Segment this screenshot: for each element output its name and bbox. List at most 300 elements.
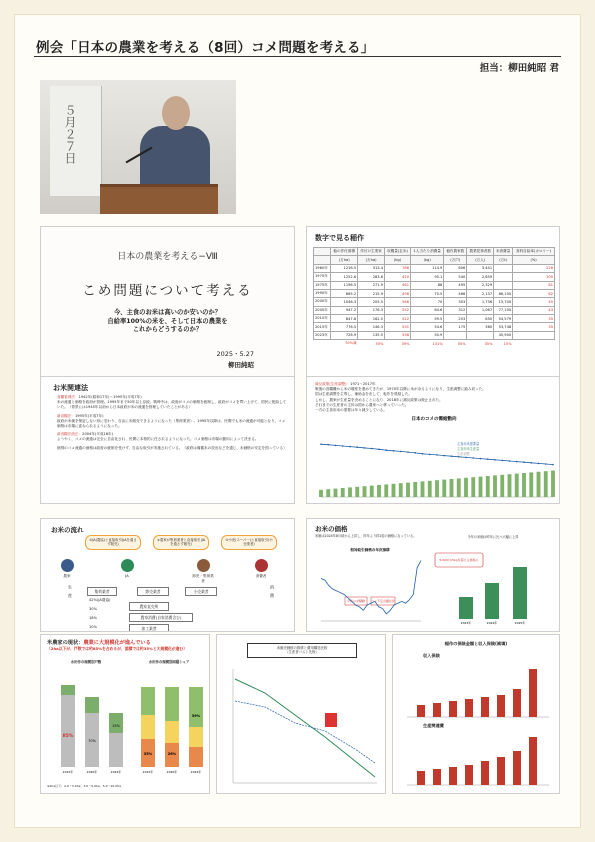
- table-cell: 45,900: [494, 331, 513, 339]
- chart-bar: [450, 479, 454, 497]
- table-cell: 162.5: [358, 315, 385, 323]
- table-row-year: 1960年: [314, 264, 331, 272]
- table-cell: 35: [513, 315, 555, 323]
- flow-box: 農家消費(自家消費含む): [129, 613, 193, 622]
- table-cell: [494, 273, 513, 281]
- chart-bar: [464, 478, 468, 497]
- subsidy-title: 稲作の保険金額と収入保険(補填): [444, 641, 508, 646]
- insurance-bar-chart: [403, 661, 553, 721]
- table-cell: 77,100: [494, 306, 513, 314]
- table-cell: 2,137: [467, 289, 494, 297]
- table-cell: 566: [384, 298, 410, 306]
- price-bar: [485, 583, 499, 619]
- flow-box: 卸売業者: [137, 587, 169, 596]
- bar-label: 2024年: [486, 621, 498, 625]
- table-unit: (万t): [494, 256, 513, 264]
- table-cell: 847.8: [331, 315, 358, 323]
- table-cell: 88: [411, 281, 444, 289]
- chart-bar: [421, 481, 425, 497]
- chart-bar: [334, 489, 338, 497]
- table-cell: 1046.3: [331, 298, 358, 306]
- chart-bar: [442, 480, 446, 497]
- table-header: 1人当たり消費量: [411, 248, 444, 256]
- table-row-year: 2015年: [314, 323, 331, 331]
- wholesaler-icon: [197, 559, 210, 572]
- price-line: [235, 701, 375, 763]
- chart-point: [320, 443, 322, 445]
- table-row: [314, 323, 555, 331]
- table-cell: 312: [444, 306, 467, 314]
- title-divider: [34, 56, 561, 57]
- chart-point: [335, 445, 337, 447]
- area-bar-top: [141, 687, 155, 715]
- cost-bar: [513, 751, 521, 785]
- chart-point: [422, 453, 424, 455]
- chart-point: [385, 449, 387, 451]
- chart-bar: [319, 490, 323, 497]
- table-row: [314, 298, 555, 306]
- policy-title: 減反政策(生産調整)：: [315, 382, 351, 386]
- table-cell: 552: [384, 306, 410, 314]
- cost-bar: [417, 771, 425, 785]
- table-cell: 726.9: [331, 331, 358, 339]
- table-cell: [494, 264, 513, 272]
- chart-title: 日本のコメの需給動向: [411, 417, 457, 422]
- table-cell: 105: [513, 273, 555, 281]
- podium: [100, 184, 218, 214]
- table-cell: 461: [384, 281, 410, 289]
- table-cell: 495: [444, 281, 467, 289]
- cost-heading-line: （生産者コスト比較）: [285, 650, 319, 655]
- price-bubble-text: 5,000円/5kgを超える価格も: [439, 558, 479, 562]
- cost-line-chart: [225, 665, 381, 789]
- chart-bar: [522, 473, 526, 497]
- right-chart-title: 水田作の規模別面積シェア: [148, 660, 190, 664]
- year-label: 2024年: [110, 770, 122, 774]
- farmer-footnote: ※2ha以下：2.0〜3.0ha、3.0〜5.0ha、5.0〜10.0ha: [47, 784, 121, 788]
- insurance-bar: [465, 699, 473, 717]
- flow-side-label: 消費: [270, 585, 275, 602]
- price-line: [321, 561, 421, 614]
- table-cell: 59.5: [411, 315, 444, 323]
- chart-point: [371, 448, 373, 450]
- law-text: 政府が米価を保証しない形に変わり、自由に米販売できるようになった（集荷業者）。1995年以降は、民間でも米の流通が可能となり、コメ価格は市場に委ねられるようになった。: [57, 418, 286, 429]
- chart-bar: [515, 474, 519, 497]
- table-cell: 650: [467, 315, 494, 323]
- table-cell: 420: [384, 273, 410, 281]
- cost-bar: [433, 769, 441, 785]
- chart-bar: [544, 471, 548, 497]
- policy-line: 一方の主食用米の需要は年々減少している。: [315, 408, 387, 413]
- chart-point: [327, 444, 329, 446]
- table-cell: 253: [444, 315, 467, 323]
- flow-heading: お米の流れ: [51, 526, 84, 534]
- table-cell: 205.5: [358, 298, 385, 306]
- production-cost-chart: [403, 731, 553, 789]
- legend-item: 生産調整: [457, 452, 470, 456]
- law-date: 1942年(昭和17年)〜1995年(平成7年): [78, 395, 142, 399]
- chart-bar: [551, 471, 555, 497]
- chart-bar: [326, 489, 330, 497]
- subsidy-label: 収入保険: [423, 653, 440, 658]
- speaker-photo: [40, 80, 236, 214]
- policy-line: 戦後の食糧難から米の増産を進めてきたが、1970年以降に米が余るようになり、生産調整に踏み切った。: [315, 387, 486, 392]
- table-header: 米消費量: [494, 248, 513, 256]
- table-unit: (万ha): [331, 256, 358, 264]
- table-cell: 54.6: [411, 323, 444, 331]
- table-unit: (%): [513, 256, 555, 264]
- table-unit: (万戸): [444, 256, 467, 264]
- table-cell: 35: [513, 323, 555, 331]
- area-bar-bottom: [189, 747, 203, 767]
- cost-heading-line: 米販売価格の推移と費用構造比較: [276, 646, 328, 650]
- table-cell: 86,100: [494, 289, 513, 297]
- subsidy-label: 生産関連費: [423, 723, 444, 728]
- table-cell: 135.5: [358, 331, 385, 339]
- table-cell: 1,736: [467, 298, 494, 306]
- chart-point: [501, 460, 503, 462]
- cost-bar: [481, 761, 489, 785]
- chart-bar: [413, 482, 417, 497]
- year-label: 2015年: [62, 770, 74, 774]
- table-cell: 271.9: [358, 281, 385, 289]
- table-unit: (kg): [411, 256, 444, 264]
- chart-point: [436, 454, 438, 456]
- table-cell: 146.3: [358, 323, 385, 331]
- chart-point: [429, 454, 431, 456]
- table-footer-cell: 10%: [503, 341, 512, 346]
- slide-rice-laws: [40, 376, 295, 504]
- law-title: 新食糧法：: [57, 413, 75, 418]
- table-cell: [467, 331, 494, 339]
- table-header: 収穫量(玄米): [384, 248, 410, 256]
- table-row-year: 2005年: [314, 306, 331, 314]
- area-percent: 26%: [167, 752, 177, 756]
- question-3: これからどうするのか？: [132, 326, 203, 333]
- chart-bar: [500, 475, 504, 497]
- table-footer-cell: 131%: [432, 341, 443, 346]
- farmer-area-chart: [131, 667, 207, 777]
- table-row: [314, 273, 555, 281]
- slide-questions: [41, 309, 294, 335]
- insurance-bar: [497, 695, 505, 717]
- slide-income-insurance: [392, 634, 560, 794]
- table-cell: 114.9: [411, 264, 444, 272]
- chart-point: [349, 446, 351, 448]
- cost-bar: [449, 767, 457, 785]
- table-cell: 776.5: [331, 323, 358, 331]
- slide-rice-price: [306, 518, 560, 632]
- area-percent: 35%: [143, 752, 153, 756]
- law-paragraph: [57, 414, 287, 430]
- slide-author: 柳田純昭: [228, 361, 254, 369]
- price-bar: [513, 567, 527, 619]
- table-footer-cell: 35%: [484, 341, 493, 346]
- flow-note: ①JA(農協)と直接取引(JAを通さず販売): [85, 535, 141, 550]
- slide-statistics-table: [306, 226, 560, 382]
- actor-label: JA: [125, 574, 129, 578]
- actor-label: 消費者: [255, 574, 267, 578]
- table-row-year: 1975年: [314, 281, 331, 289]
- presenter-name: 担当：柳田純昭 君: [479, 63, 559, 74]
- table-cell: 3,441: [467, 264, 494, 272]
- table-footer-row: [314, 340, 555, 348]
- slide-main-title: こめ問題について考える: [82, 283, 253, 299]
- table-header-row: [314, 248, 555, 256]
- chart-bar: [435, 480, 439, 497]
- area-percent: 39%: [191, 714, 201, 718]
- table-cell: 1252.6: [331, 273, 358, 281]
- chart-point: [465, 457, 467, 459]
- policy-line: 国は生産調整を主導し、補助金を出して、転作を奨励した。: [315, 392, 412, 397]
- chart-bar: [537, 472, 541, 497]
- chart-bar: [399, 483, 403, 497]
- policy-line: それまでの生産者の主体は国から農家へと移っていった。: [315, 402, 409, 407]
- chart-point: [378, 449, 380, 451]
- chart-bar: [457, 478, 461, 497]
- insurance-bar: [433, 703, 441, 717]
- table-row: [314, 315, 555, 323]
- cost-bar: [497, 757, 505, 785]
- table-cell: 947.2: [331, 306, 358, 314]
- legend-item: 主食用米需要量: [457, 442, 480, 446]
- speaker-head: [162, 96, 190, 130]
- chart-bar: [508, 474, 512, 497]
- flow-box: 集荷業者: [87, 587, 117, 596]
- actor-label: 卸売・集荷業者: [192, 574, 214, 583]
- chart-point: [509, 460, 511, 462]
- table-cell: 1196.5: [331, 281, 358, 289]
- table-cell: 2,659: [467, 273, 494, 281]
- farmer-heading: [47, 640, 187, 653]
- price-heading: お米の価格: [315, 525, 348, 533]
- annotation-text: 令和の米騒動: [346, 599, 366, 603]
- slide-supply-demand: [306, 376, 560, 504]
- flow-percent: 42%(JA農協): [89, 598, 111, 602]
- slide-title: [40, 226, 295, 382]
- question-1: 今、主食のお米は高いのか安いのか？: [113, 309, 222, 316]
- law-paragraph: [57, 395, 287, 411]
- insurance-bar: [481, 697, 489, 717]
- table-row-year: 2010年: [314, 315, 331, 323]
- flow-box: 加工業者: [129, 624, 169, 632]
- area-bar-top: [189, 687, 203, 727]
- table-footer-cell: 70%減: [345, 341, 357, 346]
- chart-bar: [370, 486, 374, 497]
- table-header: 稲の作付面積: [331, 248, 358, 256]
- table-cell: 303: [444, 298, 467, 306]
- chart-bar: [384, 484, 388, 497]
- statistics-table: [313, 247, 555, 348]
- table-cell: [513, 331, 555, 339]
- chart-bar: [428, 481, 432, 497]
- table-cell: 95.1: [411, 273, 444, 281]
- table-cell: 215.9: [358, 289, 385, 297]
- table-cell: 70.5: [411, 289, 444, 297]
- table-cell: 70: [411, 298, 444, 306]
- law-date: 2004年(平成16年): [82, 432, 114, 437]
- chart-point: [545, 463, 547, 465]
- price-bar: [459, 597, 473, 619]
- table-cell: 786: [384, 264, 410, 272]
- table-unit: (万人): [467, 256, 494, 264]
- chart-bar: [341, 488, 345, 497]
- table-cell: 313.4: [358, 264, 385, 272]
- table-cell: 865.2: [331, 289, 358, 297]
- chart-bar: [377, 485, 381, 497]
- slide-cost-structure: [216, 634, 386, 794]
- slide-farmer-status: [40, 634, 210, 794]
- flow-percent: 10%: [89, 625, 97, 629]
- area-bar-top: [165, 687, 179, 721]
- chart-point: [364, 447, 366, 449]
- chart-point: [451, 455, 453, 457]
- laws-heading: お米関連法: [53, 384, 88, 392]
- chart-point: [342, 445, 344, 447]
- chart-point: [480, 458, 482, 460]
- table-footer-cell: 55%: [375, 341, 384, 346]
- table-cell: 176.3: [358, 306, 385, 314]
- table-unit: (万ha): [358, 256, 385, 264]
- chart-bar: [486, 476, 490, 497]
- table-cell: 1216.5: [331, 264, 358, 272]
- law-title: 新食糧法改正：: [57, 432, 83, 437]
- annotation-text: コメ不足が顕在化: [370, 599, 396, 603]
- law-paragraph: 個別のコメ流通の価格は政府の統制を受けず、自由な取引が実施されている。（政府は備蓄米の放出などを通じ、米価格の安定を図っている）: [57, 445, 287, 450]
- policy-line: しかし、農家が生産量を決めることになり、2018年に減反政策は廃止された。: [315, 397, 443, 402]
- insurance-bar: [417, 705, 425, 717]
- table-cell: 1,067: [467, 306, 494, 314]
- table-row: [314, 281, 555, 289]
- table-cell: 522: [384, 315, 410, 323]
- chart-title: 相対取引価格の年次推移: [350, 548, 390, 552]
- table-cell: 50.9: [411, 331, 444, 339]
- slide-rice-flow: [40, 518, 295, 632]
- table-header: [314, 248, 331, 256]
- farmer-heading-sub: （2ha以下が、戸数では約85%を占めるが、面積では約35%と大規模化が進む）: [47, 646, 187, 652]
- chart-bar: [406, 483, 410, 497]
- table-unit: (kg): [384, 256, 410, 264]
- consumer-icon: [255, 559, 268, 572]
- chart-bar: [529, 472, 533, 497]
- table-row-year: 1990年: [314, 289, 331, 297]
- table-footer-cell: 50%: [457, 341, 466, 346]
- price-bar-chart: [429, 547, 555, 627]
- chart-bar: [355, 487, 359, 497]
- price-line-chart: [315, 547, 425, 627]
- chart-bar: [392, 484, 396, 497]
- count-bar-top: [109, 713, 123, 733]
- count-percent: 15%: [112, 724, 120, 728]
- chart-point: [356, 446, 358, 448]
- table-cell: 43: [513, 306, 555, 314]
- chart-bar: [471, 477, 475, 497]
- table-cell: [494, 281, 513, 289]
- cost-bar: [529, 737, 537, 785]
- speaker-body: [140, 126, 210, 190]
- chart-point: [523, 461, 525, 463]
- farmer-icon: [61, 559, 74, 572]
- law-date: 1995年(平成7年): [74, 413, 104, 418]
- flow-box: 農家直売所: [129, 602, 169, 611]
- table-cell: 540: [444, 273, 467, 281]
- whiteboard-text: ５月２７日: [63, 104, 77, 164]
- year-label: 2020年: [86, 770, 98, 774]
- chart-point: [407, 451, 409, 453]
- question-2: 自給率100%の米を、そして日本の農業を: [107, 317, 228, 325]
- table-row-year: 1970年: [314, 273, 331, 281]
- chart-point: [414, 452, 416, 454]
- law-text: 米の流通と価格を政府が管理。1995年まで50年以上存続。戦時中は、政府がコメの価格を統制し、政府がコメを買い上げて、国民に配給していた。（背景には1945年以前から日本政府が米の流通を管理していたことがある）: [57, 400, 287, 410]
- table-footer-cell: 39%: [401, 341, 410, 346]
- table-cell: 45: [513, 298, 555, 306]
- insurance-bar: [449, 701, 457, 717]
- table-cell: 175: [444, 323, 467, 331]
- table-header: 食料自給率(カロリー): [513, 248, 555, 256]
- table-cell: 2,329: [467, 281, 494, 289]
- price-caption-right: 今年の米価は昨年に比べ大幅に上昇: [467, 535, 519, 539]
- table-header: 農業従事者数: [467, 248, 494, 256]
- chart-point: [530, 462, 532, 464]
- count-percent: 70%: [88, 739, 96, 743]
- table-row: [314, 306, 555, 314]
- chart-point: [516, 461, 518, 463]
- actor-label: 農家: [63, 574, 71, 578]
- table-row: [314, 331, 555, 339]
- year-label: 2024年: [190, 770, 202, 774]
- chart-point: [443, 455, 445, 457]
- table-row-year: 2023年: [314, 331, 331, 339]
- chart-point: [472, 457, 474, 459]
- count-bar: [61, 685, 75, 767]
- table-cell: 536: [384, 331, 410, 339]
- page-title: 例会「日本の農業を考える（8回）コメ問題を考える」: [36, 40, 375, 56]
- flow-percent: 18%: [89, 616, 97, 620]
- farmer-count-chart: [49, 667, 125, 777]
- insurance-bar: [529, 669, 537, 717]
- table-cell: [444, 331, 467, 339]
- table-cell: 81: [513, 281, 555, 289]
- left-chart-title: 水田作の規模別戸数: [70, 660, 102, 664]
- table-row: [314, 264, 555, 272]
- chart-point: [494, 459, 496, 461]
- chart-point: [487, 458, 489, 460]
- supply-demand-chart: [307, 415, 560, 503]
- table-row: [314, 289, 555, 297]
- farmer-heading-highlight: 農業に大規模化が進んでいる: [83, 640, 151, 646]
- year-label: 2015年: [142, 770, 154, 774]
- table-cell: 466: [444, 289, 467, 297]
- laws-body: [57, 395, 287, 454]
- policy-text: [315, 382, 555, 413]
- table-header: 稲作農家数: [444, 248, 467, 256]
- law-text: ようやく、コメの流通は完全に自由化され、民間に本格的に任されるようになった。コメ価格は市場の動向によって決まる。: [57, 437, 259, 442]
- table-cell: 15,700: [494, 298, 513, 306]
- cost-bar: [465, 765, 473, 785]
- table-heading: 数字で見る稲作: [315, 234, 364, 242]
- table-cell: 360: [467, 323, 494, 331]
- table-cell: 606: [444, 264, 467, 272]
- slide-date: 2025・5.27: [216, 350, 254, 358]
- chart-point: [393, 450, 395, 452]
- farmer-heading-text: 米農家の現状：: [47, 640, 84, 646]
- count-bar-top: [85, 697, 99, 713]
- legend-item: 主食用米生産量: [457, 447, 480, 451]
- flow-side-label: 生産: [68, 585, 73, 602]
- count-percent: 85%: [62, 734, 74, 739]
- chart-point: [400, 451, 402, 453]
- flow-note: ②農家が集荷業者と直接取引(JAを通さず販売): [153, 535, 209, 550]
